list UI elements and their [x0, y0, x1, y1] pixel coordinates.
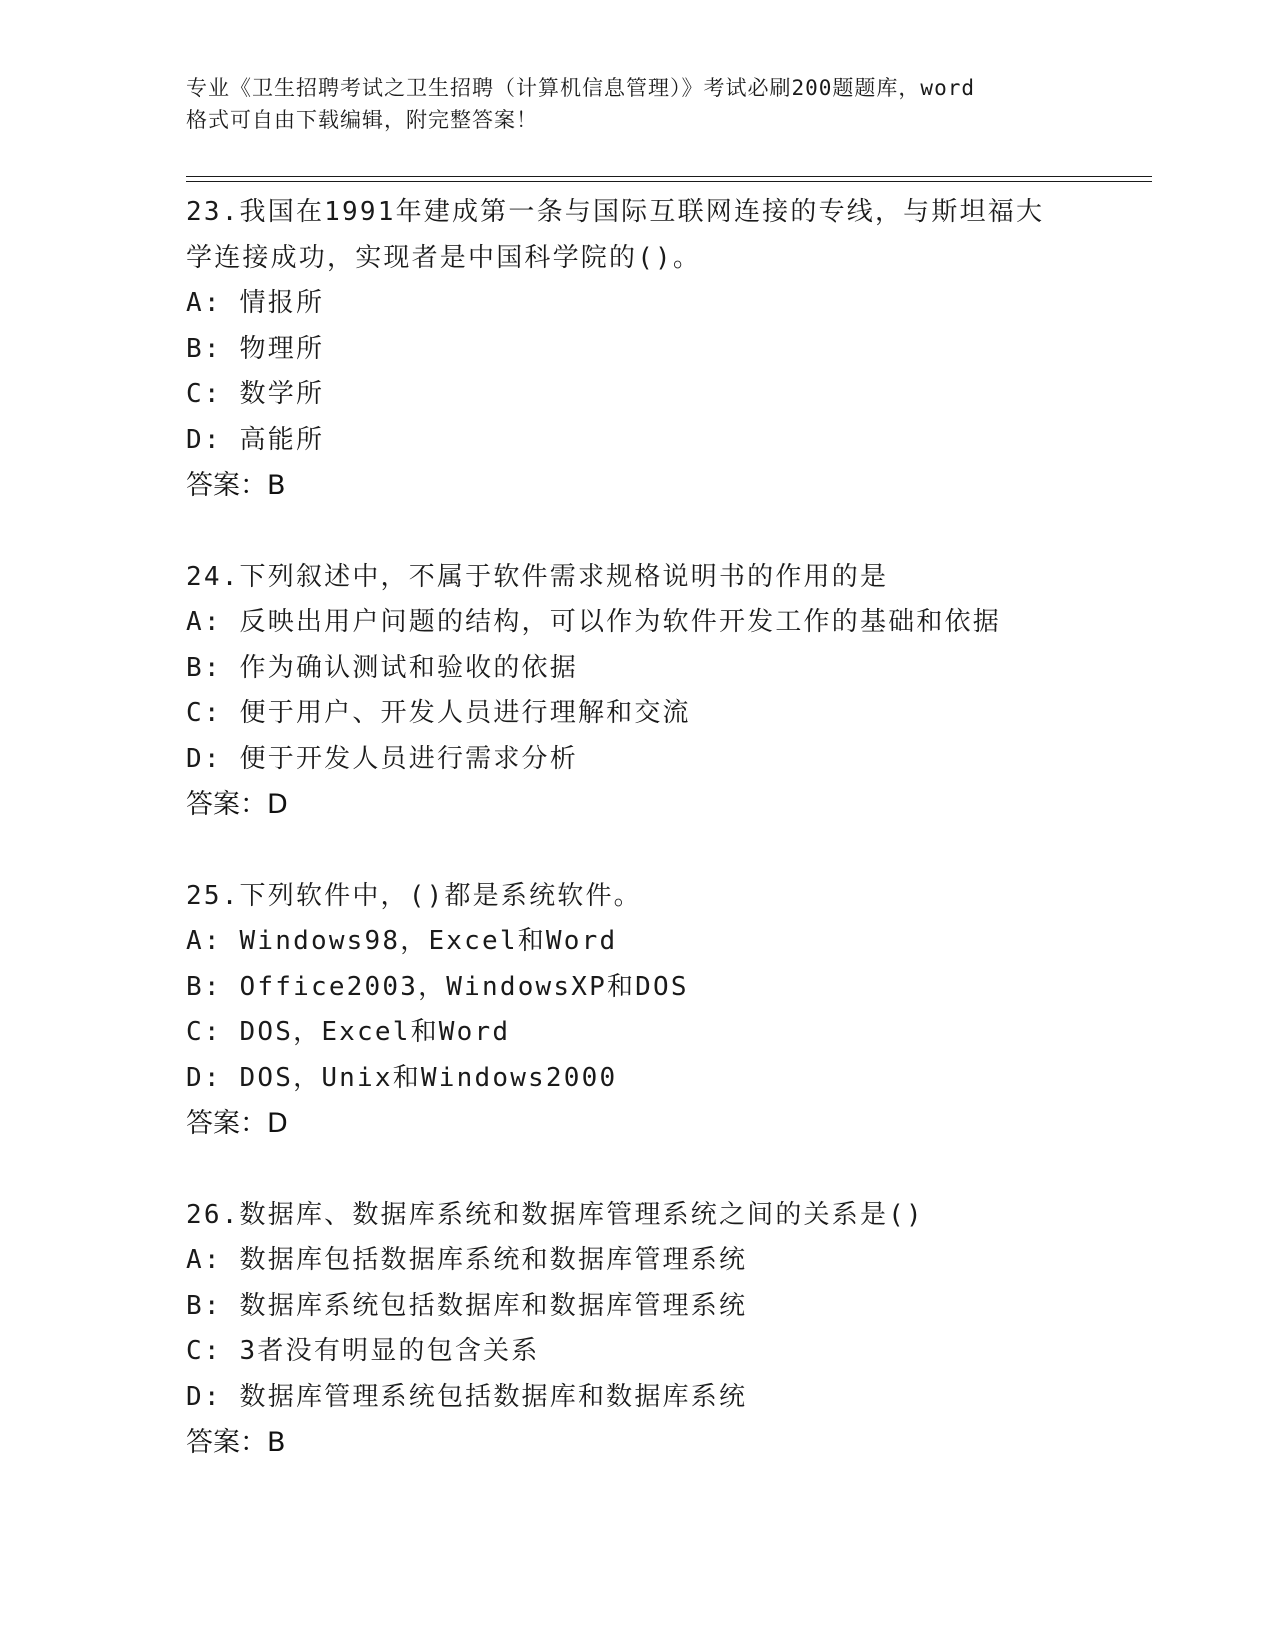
question-stem-continued: 学连接成功，实现者是中国科学院的()。	[186, 242, 702, 273]
question-stem: 26.数据库、数据库系统和数据库管理系统之间的关系是()	[186, 1199, 924, 1230]
header-title-line-1: 专业《卫生招聘考试之卫生招聘（计算机信息管理）》考试必刷200题题库，word	[186, 76, 975, 100]
option-c: C: DOS，Excel和Word	[186, 1017, 511, 1047]
option-a: A: 反映出用户问题的结构，可以作为软件开发工作的基础和依据	[186, 607, 1001, 637]
option-c: C: 便于用户、开发人员进行理解和交流	[186, 698, 691, 728]
question-stem: 25.下列软件中，()都是系统软件。	[186, 880, 642, 911]
answer-label: 答案：D	[186, 1108, 288, 1139]
option-d: D: 便于开发人员进行需求分析	[186, 743, 578, 774]
question-24	[186, 555, 1126, 828]
header-title-line-2: 格式可自由下载编辑，附完整答案！	[186, 108, 538, 132]
question-23	[186, 190, 1126, 509]
answer-label: 答案：D	[186, 789, 288, 820]
document-header	[186, 72, 1126, 136]
answer-label: 答案：B	[186, 470, 286, 501]
option-b: B: 作为确认测试和验收的依据	[186, 652, 578, 683]
option-a: A: 情报所	[186, 288, 325, 318]
option-c: C: 3者没有明显的包含关系	[186, 1336, 540, 1366]
option-d: D: DOS，Unix和Windows2000	[186, 1062, 618, 1093]
option-b: B: 数据库系统包括数据库和数据库管理系统	[186, 1290, 748, 1321]
option-c: C: 数学所	[186, 379, 325, 409]
answer-label: 答案：B	[186, 1427, 286, 1458]
header-divider-bottom	[186, 181, 1152, 182]
option-a: A: 数据库包括数据库系统和数据库管理系统	[186, 1245, 748, 1275]
question-26	[186, 1193, 1126, 1466]
option-b: B: 物理所	[186, 333, 325, 364]
option-d: D: 高能所	[186, 424, 325, 455]
option-a: A: Windows98，Excel和Word	[186, 926, 618, 956]
option-d: D: 数据库管理系统包括数据库和数据库系统	[186, 1381, 748, 1412]
option-b: B: Office2003，WindowsXP和DOS	[186, 971, 689, 1002]
question-stem: 24.下列叙述中，不属于软件需求规格说明书的作用的是	[186, 561, 889, 592]
question-stem: 23.我国在1991年建成第一条与国际互联网连接的专线，与斯坦福大	[186, 197, 1045, 227]
question-list	[186, 190, 1126, 1512]
header-divider-top	[186, 176, 1152, 177]
question-25	[186, 874, 1126, 1147]
